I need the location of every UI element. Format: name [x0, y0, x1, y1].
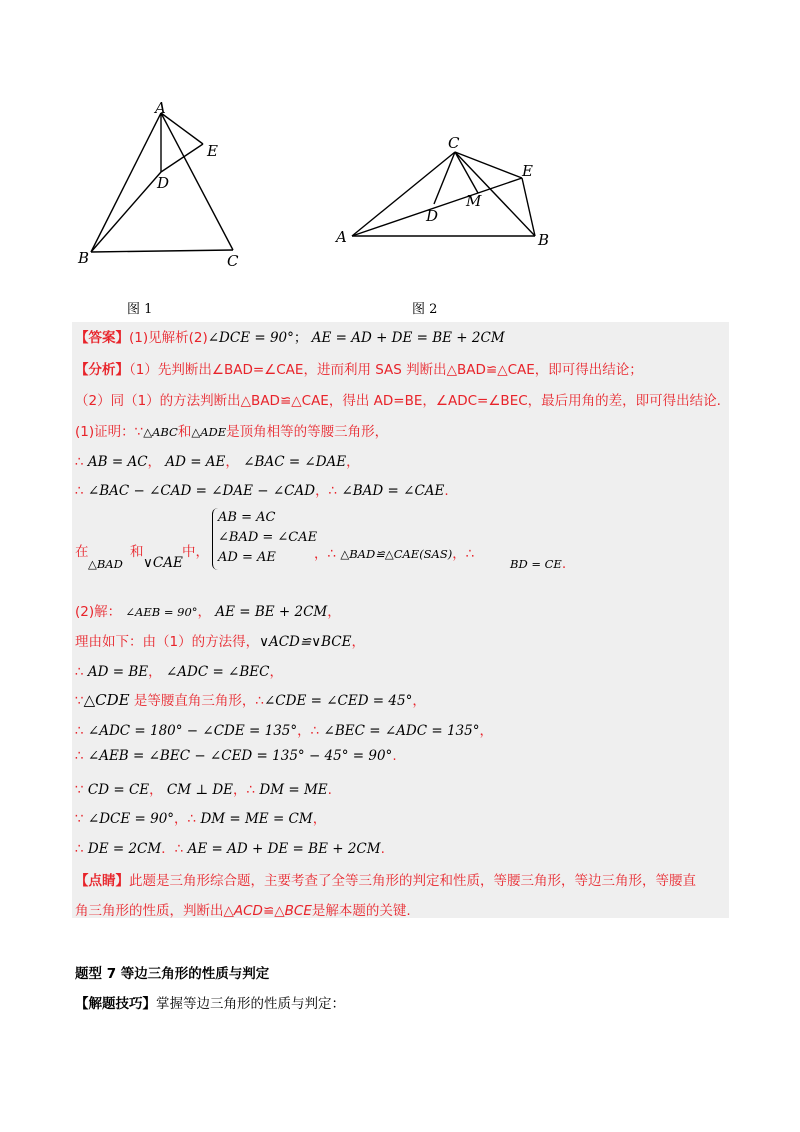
tri-cae: ∨CAE	[143, 555, 183, 571]
therefore: ，∴	[314, 546, 337, 562]
comment-line-2	[75, 899, 411, 919]
math: ∠ADC = ∠BEC	[165, 664, 270, 680]
sep: ，	[351, 634, 365, 650]
math: AE = AD + DE = BE + 2CM	[187, 841, 381, 857]
math: CD = CE	[87, 782, 150, 798]
t: .	[380, 841, 385, 857]
therefore: ，∴	[452, 546, 475, 562]
math: ∠BAC − ∠CAD = ∠DAE − ∠CAD	[87, 483, 316, 499]
proof2-line-8	[75, 807, 326, 827]
proof1-tri-b	[143, 555, 183, 571]
t: ∵	[75, 811, 84, 827]
segment-EB	[522, 178, 535, 236]
t: ∵	[75, 782, 84, 798]
proof2-reason	[75, 630, 365, 650]
math: ∠AEB = 90°	[125, 605, 198, 619]
label-E: E	[207, 142, 218, 160]
proof1-intro	[75, 420, 388, 440]
t: ∴	[75, 841, 84, 857]
therefore: ∴	[75, 454, 84, 470]
proof1-intro-a: (1)证明：∵	[75, 424, 144, 440]
proof1-zhong: 中，	[182, 544, 209, 560]
sep: ，∴	[315, 483, 338, 499]
figure-1-caption: 图 1	[127, 302, 153, 317]
head: (2)解：	[75, 604, 122, 620]
analysis-line-2	[75, 389, 721, 409]
comment-line-1	[75, 869, 696, 889]
segment-AB	[91, 113, 161, 252]
proof2-line-3	[75, 660, 283, 680]
label-D: D	[157, 174, 170, 192]
comment-math: △ACD≌△BCE	[223, 903, 312, 919]
comment-tag: 【点睛】	[75, 873, 129, 889]
therefore: ∴	[75, 483, 84, 499]
sep: ，	[327, 604, 341, 620]
math: ∠BAD = ∠CAE	[341, 483, 445, 499]
label-A: A	[155, 99, 166, 117]
label-C: C	[448, 134, 460, 152]
t: .	[392, 748, 397, 764]
answer-background	[72, 322, 729, 918]
segment-AC	[161, 113, 233, 250]
figure-2-caption: 图 2	[412, 302, 438, 317]
math: AE = BE + 2CM	[215, 604, 328, 620]
segment-CE	[455, 152, 522, 178]
t: ，	[149, 782, 163, 798]
figure-1-diagram	[70, 98, 250, 270]
proof2-line-6	[75, 748, 397, 764]
analysis-tag: 【分析】	[75, 362, 129, 378]
sep: .	[444, 483, 449, 499]
answer-line	[75, 326, 505, 346]
math: ∠BEC = ∠ADC = 135°	[323, 723, 480, 739]
t: ，	[479, 723, 493, 739]
proof2-head	[75, 600, 341, 620]
t: ，∴	[174, 811, 197, 827]
label-B: B	[78, 249, 90, 267]
math: AD = AE	[165, 454, 226, 470]
proof1-intro-b: 是顶角相等的等腰三角形，	[226, 424, 389, 440]
t: ，	[412, 693, 426, 709]
proof1-tri2: △ADE	[191, 425, 227, 439]
math: BD = CE	[510, 557, 562, 571]
t: ，	[312, 811, 327, 827]
t: ，	[148, 664, 162, 680]
t: ∵	[75, 693, 84, 709]
figure-2-diagram	[330, 130, 560, 250]
math: ∠AEB = ∠BEC − ∠CED = 135° − 45° = 90°	[87, 748, 393, 764]
math: ∨ACD≌∨BCE	[259, 634, 352, 650]
answer-text: (1)见解析(2)	[129, 330, 208, 346]
comment-text-1: 此题是三角形综合题，主要考查了全等三角形的判定和性质，等腰三角形，等边三角形，等腰直	[129, 873, 696, 889]
answer-sep: ；	[293, 330, 308, 346]
sep: ，	[346, 454, 360, 470]
analysis-text-1: （1）先判断出∠BAD=∠CAE，进而利用 SAS 判断出△BAD≌△CAE，即可得出结论；	[129, 362, 643, 378]
t: 是等腰直角三角形，∴	[133, 693, 264, 709]
math: ∠CDE = ∠CED = 45°	[263, 693, 413, 709]
segment-AC	[352, 152, 455, 236]
eq-3: AD = AE	[218, 550, 276, 565]
proof1-and: 和	[177, 424, 192, 440]
segment-AE	[161, 113, 203, 144]
label-M: M	[466, 192, 482, 210]
t: ∴	[75, 748, 84, 764]
math: DE = 2CM	[87, 841, 162, 857]
answer-math-1: ∠DCE = 90°	[207, 330, 294, 346]
t: ，∴	[233, 782, 256, 798]
math: ∠DCE = 90°	[87, 811, 175, 827]
math: △BAD≌△CAE(SAS)	[340, 547, 453, 561]
section-title: 题型 7 等边三角形的性质与判定	[75, 966, 270, 982]
comment-text-2b: 是解本题的关键.	[311, 903, 411, 919]
tri-bad: △BAD	[88, 557, 123, 571]
tip-text: 掌握等边三角形的性质与判定：	[156, 996, 345, 1012]
proof2-line-4	[75, 689, 426, 709]
proof2-line-9	[75, 837, 385, 857]
proof1-line-2	[75, 450, 360, 470]
math: ∠BAC = ∠DAE	[243, 454, 347, 470]
proof1-line-3	[75, 479, 449, 499]
proof1-conclusion	[314, 542, 474, 562]
proof2-line-7	[75, 778, 332, 798]
t: ∴	[75, 664, 84, 680]
t: ，∴	[297, 723, 320, 739]
reason: 理由如下：由（1）的方法得，	[75, 634, 260, 650]
tip-tag: 【解题技巧】	[75, 996, 156, 1012]
math: AD = BE	[87, 664, 149, 680]
t: ．∴	[161, 841, 184, 857]
equation-system	[212, 508, 328, 570]
comment-text-2a: 角三角形的性质，判断出	[75, 903, 224, 919]
segment-BC	[91, 250, 233, 252]
proof2-line-5	[75, 719, 493, 739]
math: △CDE	[83, 691, 130, 709]
math: DM = ME = CM	[200, 811, 313, 827]
t: ，	[269, 664, 283, 680]
proof1-in: 在	[75, 544, 89, 560]
sep: .	[561, 556, 567, 572]
label-A: A	[336, 228, 347, 246]
analysis-line-1	[75, 358, 643, 378]
label-D: D	[426, 207, 439, 225]
analysis-text-2: （2）同（1）的方法判断出△BAD≌△CAE，得出 AD=BE，∠ADC=∠BEC，最后用角的差，即可得出结论.	[75, 393, 721, 409]
eq-1: AB = AC	[218, 510, 276, 525]
label-C: C	[227, 252, 239, 270]
math: AB = AC	[87, 454, 148, 470]
sep: ，	[147, 454, 162, 470]
answer-tag: 【答案】	[75, 330, 129, 346]
proof1-tri-a	[88, 556, 123, 572]
t: ∴	[75, 723, 84, 739]
sep: ，	[197, 604, 212, 620]
eq-2: ∠BAD = ∠CAE	[218, 530, 318, 545]
label-B: B	[538, 231, 550, 249]
math: DM = ME	[259, 782, 328, 798]
math: CM ⊥ DE	[166, 782, 234, 798]
math: ∠ADC = 180° − ∠CDE = 135°	[87, 723, 298, 739]
sep: ，	[225, 454, 239, 470]
proof1-bd-ce	[510, 556, 566, 572]
proof1-tri1: △ABC	[143, 425, 178, 439]
t: .	[327, 782, 332, 798]
segment-DE	[161, 144, 203, 172]
label-E: E	[522, 162, 533, 180]
tip-line	[75, 992, 345, 1012]
proof1-he: 和	[130, 544, 144, 560]
answer-math-2: AE = AD + DE = BE + 2CM	[311, 330, 505, 346]
